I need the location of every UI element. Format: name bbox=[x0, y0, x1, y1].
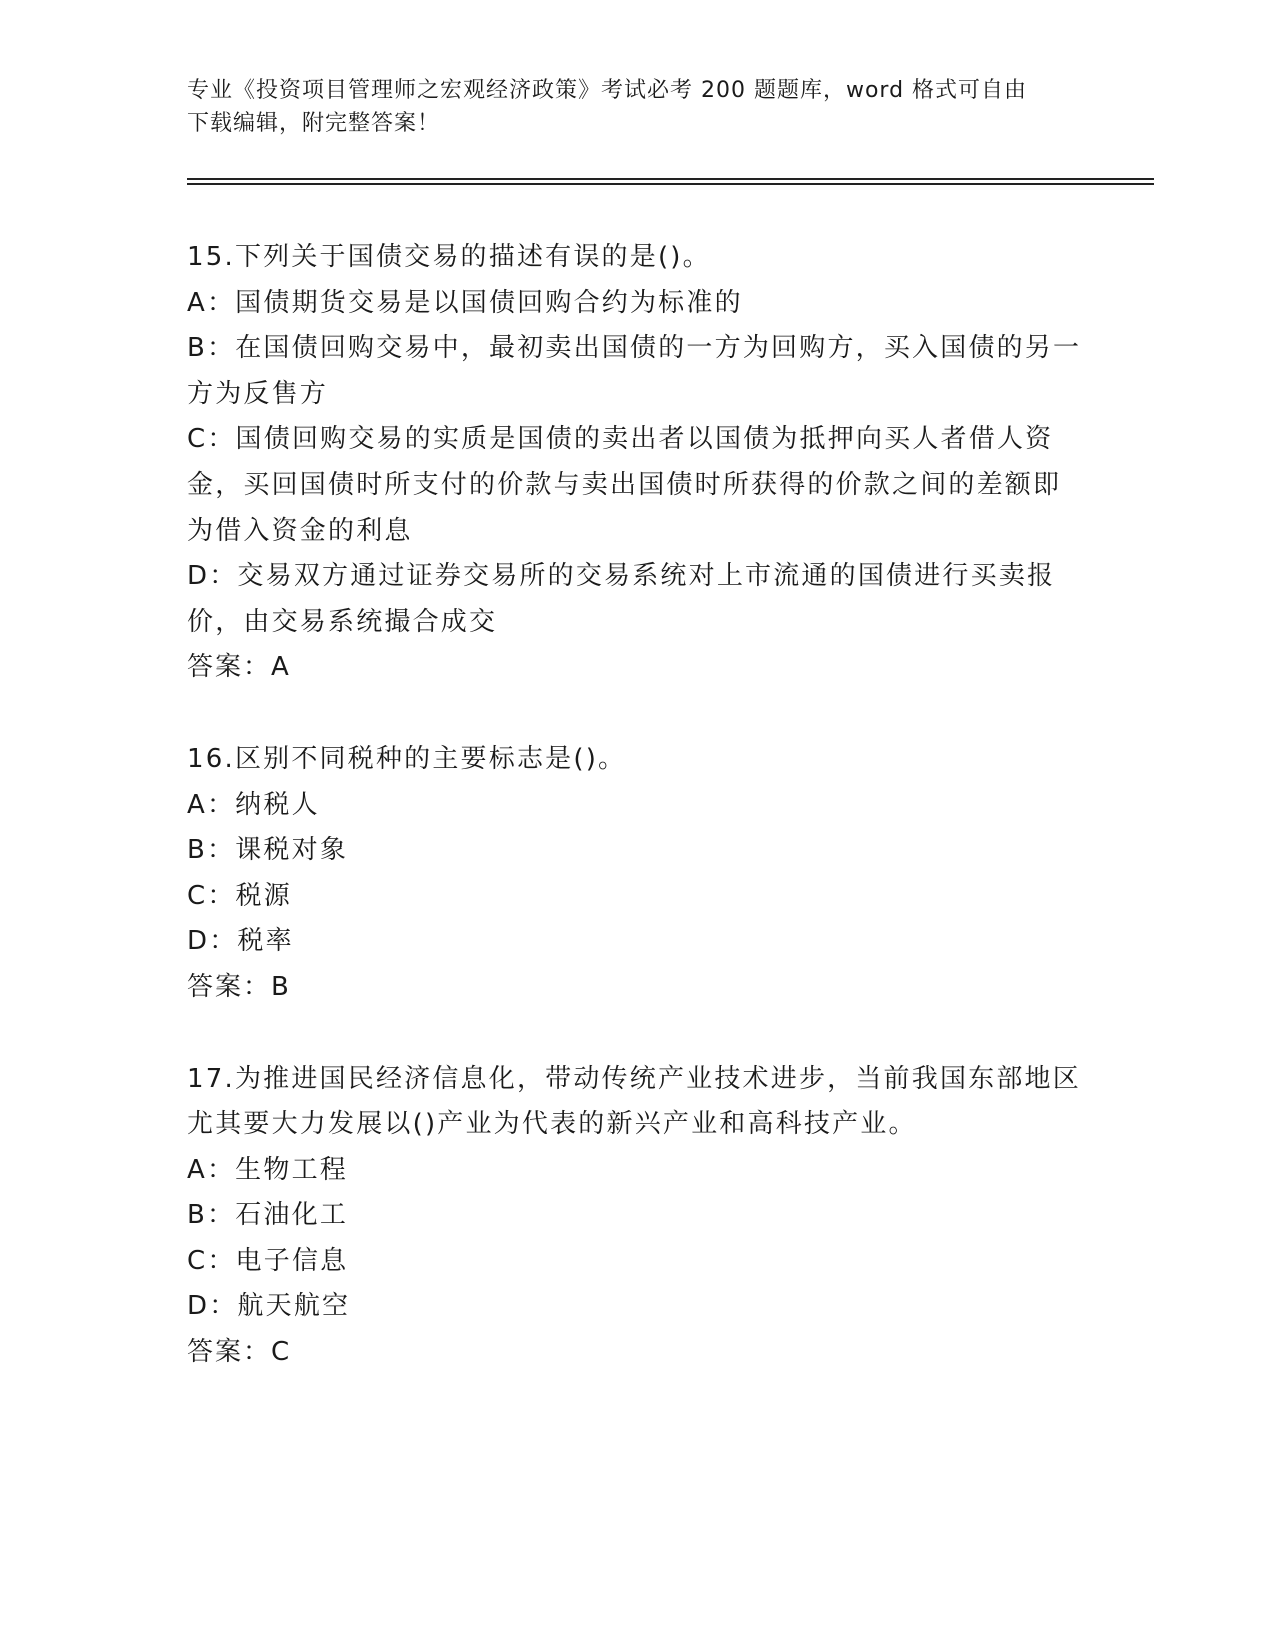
answer-label: 答案： bbox=[187, 971, 272, 1002]
header-line-2: 下载编辑，附完整答案！ bbox=[187, 111, 441, 136]
answer-line bbox=[187, 965, 1087, 1011]
answer-value: C bbox=[271, 1337, 292, 1368]
question-17 bbox=[187, 1057, 1087, 1376]
option-a: A：国债期货交易是以国债回购合约为标准的 bbox=[187, 287, 743, 318]
header-divider-top bbox=[187, 178, 1154, 180]
answer-line bbox=[187, 645, 1087, 691]
header-divider-bottom bbox=[187, 183, 1154, 185]
question-list bbox=[187, 235, 1087, 1422]
option-d: D：航天航空 bbox=[187, 1291, 351, 1322]
option-c: C：电子信息 bbox=[187, 1245, 349, 1276]
option-c: C：税源 bbox=[187, 880, 292, 911]
option-a: A：纳税人 bbox=[187, 789, 320, 820]
option-d: D：税率 bbox=[187, 926, 294, 957]
answer-label: 答案： bbox=[187, 1337, 272, 1368]
option-b: B：课税对象 bbox=[187, 835, 349, 866]
question-stem: 15.下列关于国债交易的描述有误的是()。 bbox=[187, 242, 711, 272]
option-c: C：国债回购交易的实质是国债的卖出者以国债为抵押向买人者借人资金，买回国债时所支付的价款与卖出国债时所获得的价款之间的差额即为借入资金的利息 bbox=[187, 424, 1062, 546]
question-stem: 16.区别不同税种的主要标志是()。 bbox=[187, 743, 627, 774]
answer-value: A bbox=[271, 652, 292, 683]
document-header bbox=[187, 74, 1087, 140]
option-d: D：交易双方通过证券交易所的交易系统对上市流通的国债进行买卖报价，由交易系统撮合成交 bbox=[187, 561, 1056, 637]
option-a: A：生物工程 bbox=[187, 1154, 348, 1185]
question-stem: 17.为推进国民经济信息化，带动传统产业技术进步，当前我国东部地区尤其要大力发展以()产业为代表的新兴产业和高科技产业。 bbox=[187, 1063, 1081, 1140]
option-b: B：石油化工 bbox=[187, 1200, 349, 1231]
header-line-1: 专业《投资项目管理师之宏观经济政策》考试必考 200 题题库，word 格式可自由 bbox=[187, 78, 1028, 103]
answer-label: 答案： bbox=[187, 652, 272, 683]
question-15 bbox=[187, 235, 1087, 691]
answer-value: B bbox=[271, 971, 292, 1002]
option-b: B：在国债回购交易中，最初卖出国债的一方为回购方，买入国债的另一方为反售方 bbox=[187, 333, 1082, 409]
answer-line bbox=[187, 1330, 1087, 1376]
question-16 bbox=[187, 737, 1087, 1011]
